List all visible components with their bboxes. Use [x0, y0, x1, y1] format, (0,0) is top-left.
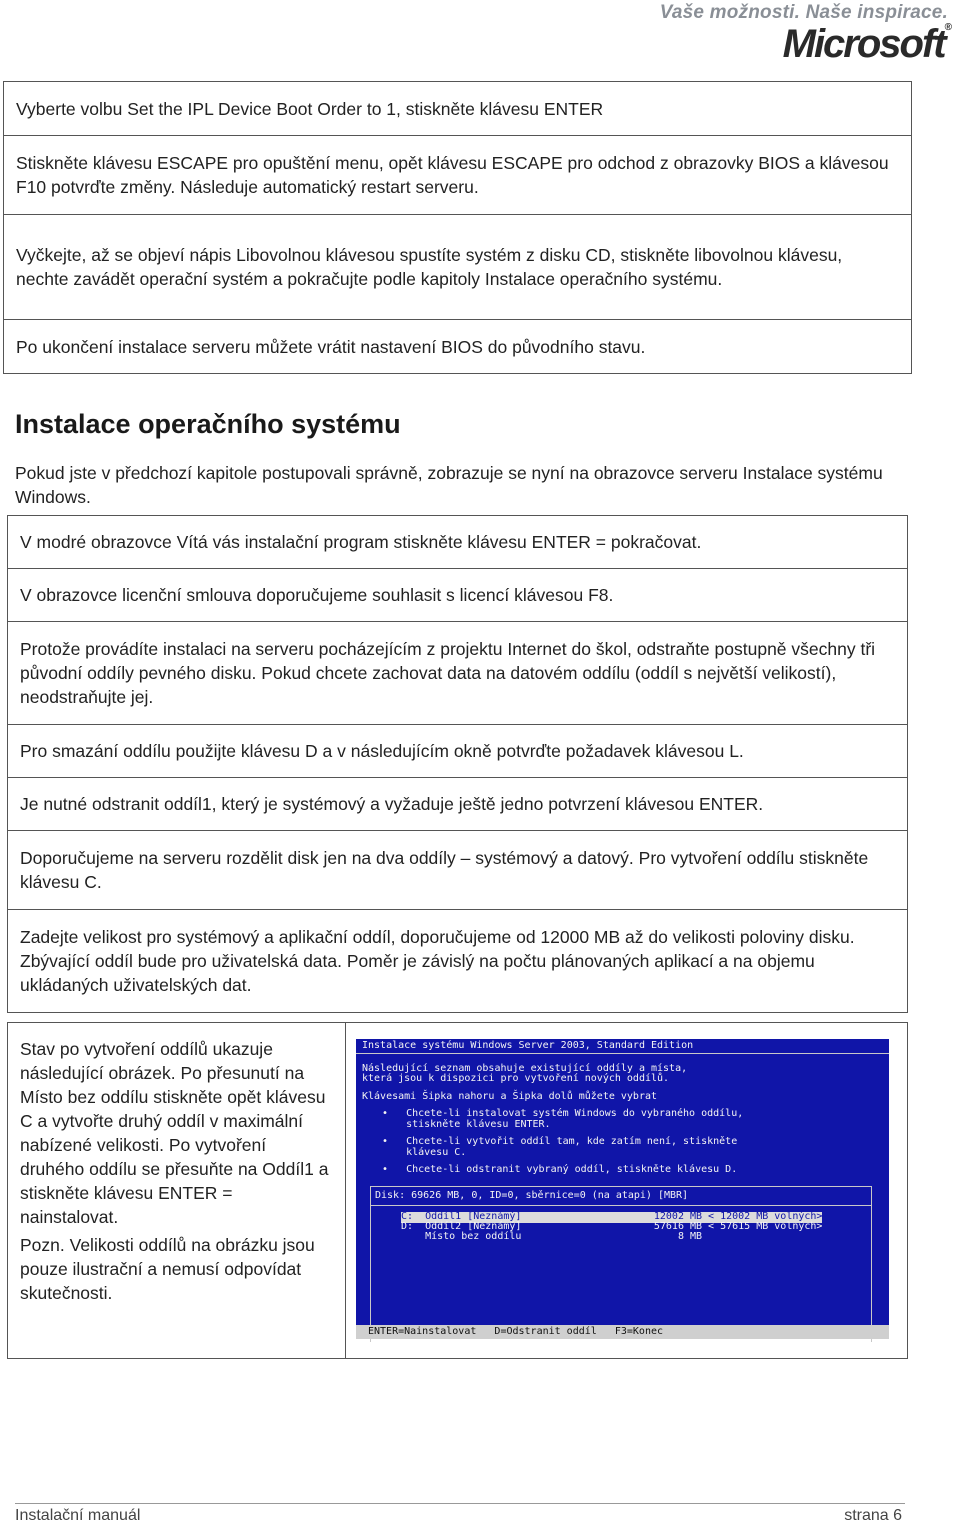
- partition-row[interactable]: D: Oddíl2 [Neznámý] 57616 MB < 57615 MB volných>: [401, 1221, 823, 1232]
- os-step: V obrazovce licenční smlouva doporučujeme souhlasit s licencí klávesou F8.: [8, 569, 908, 622]
- bios-step: Vyberte volbu Set the IPL Device Boot Order to 1, stiskněte klávesu ENTER: [4, 82, 912, 136]
- section-intro: Pokud jste v předchozí kapitole postupovali správně, zobrazuje se nyní na obrazovce serveru Instalace systému Windows.: [15, 463, 883, 507]
- partition-row-selected[interactable]: C: Oddíl1 [Neznámý] 12002 MB < 12002 MB volných>: [401, 1211, 823, 1222]
- table-row: [8, 778, 908, 831]
- footer-doc-title: Instalační manuál: [15, 1507, 141, 1524]
- disk-divider: [371, 1205, 871, 1206]
- bios-step: Vyčkejte, až se objeví nápis Libovolnou klávesou spustíte systém z disku CD, stiskněte libovolnou klávesu, nechte zavádět operační systém a pokračujte podle kapitoly Instalace operačního systému.: [4, 215, 912, 320]
- partition-step-note: Pozn. Velikosti oddílů na obrázku jsou pouze ilustrační a nemusí odpovídat skutečnosti.: [20, 1235, 315, 1303]
- microsoft-logo: [783, 22, 952, 67]
- table-row: [8, 516, 908, 569]
- logo-text: Microsoft: [782, 22, 945, 66]
- os-step: Protože provádíte instalaci na serveru pocházejícím z projektu Internet do škol, odstraňte postupně všechny tři původní oddíly pevného disku. Pokud chcete zachovat data na datovém oddílu (oddíl s největší velikostí), neodstraňujte jej.: [8, 622, 908, 725]
- table-row: [8, 569, 908, 622]
- title-divider: [356, 1053, 889, 1054]
- setup-option-line: • Chcete-li instalovat systém Windows do vybraného oddílu,: [382, 1108, 744, 1119]
- table-row: [4, 82, 912, 136]
- table-row: [8, 622, 908, 725]
- os-step: Zadejte velikost pro systémový a aplikační oddíl, doporučujeme od 12000 MB až do velikosti poloviny disku. Zbývající oddíl bude pro uživatelská data. Poměr je závislý na počtu plánovaných aplikací a na objemu ukládaných uživatelských dat.: [8, 910, 908, 1013]
- partition-step-table: [7, 1022, 908, 1359]
- table-row: [8, 910, 908, 1013]
- table-row: [4, 320, 912, 374]
- disk-list-box: [370, 1186, 872, 1342]
- partition-row[interactable]: Místo bez oddílu 8 MB: [401, 1231, 703, 1242]
- setup-status-bar: ENTER=Nainstalovat D=Odstranit oddíl F3=Konec: [356, 1325, 889, 1339]
- setup-option-line: klávesu C.: [382, 1147, 467, 1158]
- table-row: [4, 215, 912, 320]
- partition-step-text-cell: [8, 1023, 346, 1359]
- os-step: Doporučujeme na serveru rozdělit disk jen na dva oddíly – systémový a datový. Pro vytvoření oddílu stiskněte klávesu C.: [8, 831, 908, 910]
- setup-option-line: • Chcete-li odstranit vybraný oddíl, stiskněte klávesu D.: [382, 1164, 738, 1175]
- table-row: [8, 725, 908, 778]
- os-steps-table: [7, 515, 908, 1013]
- table-row: [4, 136, 912, 215]
- setup-intro-line: která jsou k dispozici pro vytvoření nových oddílů.: [362, 1073, 670, 1084]
- setup-screenshot: [356, 1039, 889, 1339]
- section-title: Instalace operačního systému: [15, 409, 401, 439]
- footer-page-number: strana 6: [844, 1507, 902, 1524]
- bios-step: Po ukončení instalace serveru můžete vrátit nastavení BIOS do původního stavu.: [4, 320, 912, 374]
- setup-nav-line: Klávesami Šipka nahoru a Šipka dolů můžete vybrat: [362, 1091, 658, 1102]
- table-row: [8, 831, 908, 910]
- os-step: V modré obrazovce Vítá vás instalační program stiskněte klávesu ENTER = pokračovat.: [8, 516, 908, 569]
- os-step: Pro smazání oddílu použijte klávesu D a v následujícím okně potvrďte požadavek klávesou L.: [8, 725, 908, 778]
- bios-step: Stiskněte klávesu ESCAPE pro opuštění menu, opět klávesu ESCAPE pro odchod z obrazovky BIOS a klávesou F10 potvrďte změny. Následuje automatický restart serveru.: [4, 136, 912, 215]
- os-step: Je nutné odstranit oddíl1, který je systémový a vyžaduje ještě jedno potvrzení klávesou ENTER.: [8, 778, 908, 831]
- setup-option-line: • Chcete-li vytvořit oddíl tam, kde zatím není, stiskněte: [382, 1136, 738, 1147]
- registered-mark: ®: [944, 22, 952, 33]
- bios-steps-table: [3, 81, 912, 374]
- setup-option-line: stiskněte klávesu ENTER.: [382, 1119, 551, 1130]
- footer-divider: [15, 1503, 905, 1504]
- brand-tagline: Vaše možnosti. Naše inspirace.: [659, 2, 948, 23]
- setup-title: Instalace systému Windows Server 2003, Standard Edition: [362, 1040, 694, 1051]
- table-row: [8, 1023, 908, 1359]
- disk-header: Disk: 69626 MB, 0, ID=0, sběrnice=0 (na atapi) [MBR]: [375, 1190, 689, 1201]
- setup-screenshot-cell: [346, 1023, 908, 1359]
- partition-step-text: Stav po vytvoření oddílů ukazuje následující obrázek. Po přesunutí na Místo bez oddílu stiskněte opět klávesu C a vytvořte druhý oddíl v maximální nabízené velikosti. Po vytvoření druhého oddílu se přesuňte na Oddíl1 a stiskněte klávesu ENTER = nainstalovat.: [20, 1039, 329, 1227]
- setup-intro-line: Následující seznam obsahuje existující oddíly a místa,: [362, 1063, 688, 1074]
